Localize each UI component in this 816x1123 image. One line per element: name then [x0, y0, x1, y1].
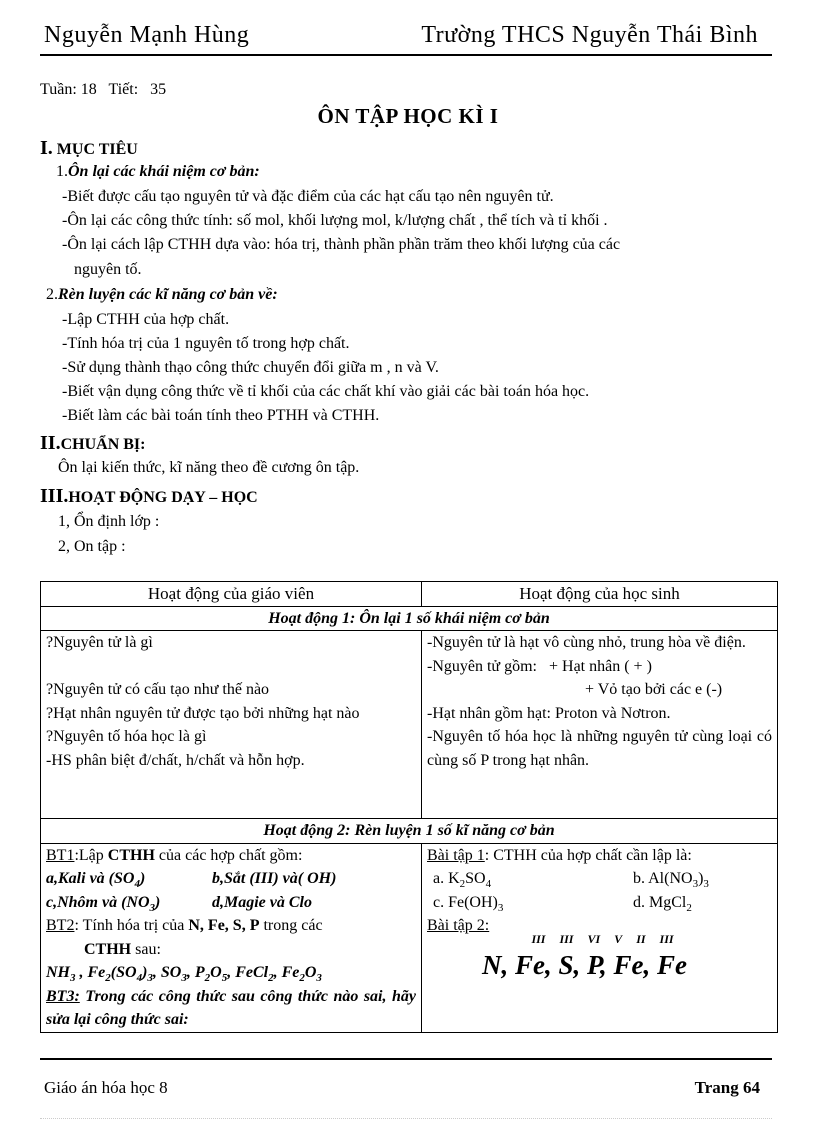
activity1-student-cell [422, 631, 778, 819]
section3-title: HOẠT ĐỘNG DẠY – HỌC [68, 489, 258, 506]
activity2-row [41, 819, 778, 844]
section2-text: Ôn lại kiến thức, kĩ năng theo đề cương ôn tập. [58, 459, 360, 476]
sub1-item: -Biết được cấu tạo nguyên tử và đặc điểm của các hạt cấu tạo nên nguyên tử. [62, 188, 554, 205]
activity1-teacher-cell [41, 631, 422, 819]
a1-teacher-line: -HS phân biệt đ/chất, h/chất và hỗn hợp. [46, 751, 305, 769]
valence-fe2: II [636, 931, 646, 946]
activity2-student-cell [422, 843, 778, 1032]
a1-student-line: -Nguyên tử là hạt vô cùng nhỏ, trung hòa về điện. [427, 634, 746, 651]
sub2-item: -Lập CTHH của hợp chất. [62, 311, 230, 328]
ans1-b: b. $Al(NO_3)_3$ [633, 870, 709, 891]
section2-roman: II. [40, 432, 61, 454]
bt1-text: :Lập [74, 846, 108, 864]
bt2-cthh: CTHH [84, 940, 132, 958]
valence-n: III [531, 931, 546, 946]
table-header-row [41, 582, 778, 607]
ans1-line [427, 844, 772, 868]
bt2-label: BT2 [46, 917, 75, 934]
activity2-title: Hoạt động 2: Rèn luyện 1 số kĩ năng cơ bản [41, 819, 778, 844]
sub2-item: -Biết làm các bài toán tính theo PTHH và CTHH. [62, 407, 380, 424]
section3-heading [40, 486, 258, 508]
valence-fe1: III [559, 931, 574, 946]
footer-subject: Giáo án hóa học 8 [44, 1078, 168, 1097]
bt1-a: a,Kali và $(SO_4)$ [46, 870, 146, 891]
a1-student-line: -Nguyên tố hóa học là những nguyên tử cùng loại có cùng số P trong hạt nhân. [427, 728, 772, 769]
bt1-b: b,Sắt (III) và( OH) [212, 870, 337, 887]
bt3-label: BT3: [46, 987, 80, 1005]
ans1-c: c. $Fe(OH)_3$ [433, 893, 504, 914]
week-period [40, 80, 166, 100]
ans1-a: a. $K_2SO_4$ [433, 870, 492, 891]
col-student-header: Hoạt động của học sinh [422, 582, 778, 607]
section1-sub2 [46, 285, 278, 305]
section1-sub1 [56, 162, 260, 182]
bt2-line2 [46, 938, 416, 962]
ans1-d: d. MgCl$_2$ [633, 893, 692, 914]
period-value: 35 [150, 81, 167, 98]
bt2-line [46, 914, 416, 938]
ans1-text: : CTHH của hợp chất cần lập là: [484, 846, 692, 864]
a1-student-line: -Nguyên tử gồm: + Hạt nhân ( + ) [427, 657, 652, 675]
footer-divider [40, 1058, 772, 1060]
footer-page: Trang 64 [694, 1078, 760, 1097]
sub1-title: Ôn lại các khái niệm cơ bản: [68, 163, 260, 180]
bt2-elements: N, Fe, S, P [188, 917, 260, 934]
a1-teacher-line: ?Nguyên tố hóa học là gì [46, 728, 207, 745]
a1-student-line: -Hạt nhân gồm hạt: Proton và Nơtron. [427, 704, 671, 722]
sub2-item: -Tính hóa trị của 1 nguyên tố trong hợp chất. [62, 335, 350, 352]
valence-s: VI [587, 931, 601, 946]
a1-teacher-line: ?Nguyên tử có cấu tạo như thế nào [46, 681, 270, 698]
activity1-row [41, 606, 778, 631]
bt1-d: d,Magie và Clo [212, 893, 312, 911]
sub1-item: -Ôn lại các công thức tính: số mol, khối lượng mol, k/lượng chất , thể tích và tỉ khối . [62, 212, 608, 229]
bt3-text: Trong các công thức sau công thức nào sai, hãy sửa lại công thức sai: [46, 987, 416, 1028]
sub1-item: -Ôn lại cách lập CTHH dựa vào: hóa trị, thành phần phần trăm theo khối lượng của các [62, 236, 621, 253]
ans1-label: Bài tập 1 [427, 846, 485, 864]
sub1-num: 1. [56, 163, 68, 180]
bt1-line [46, 844, 416, 868]
bt1-cthh: CTHH [107, 846, 155, 864]
ans1-ab [427, 867, 772, 891]
section1-roman: I. [40, 137, 53, 159]
period-label: Tiết: [108, 81, 139, 98]
section1-heading [40, 138, 138, 160]
header-author: Nguyễn Mạnh Hùng [44, 22, 250, 48]
sub1-item: nguyên tố. [74, 261, 142, 278]
activities-table [40, 581, 778, 1033]
valence-p: V [614, 931, 623, 946]
a1-teacher-line: ?Hạt nhân nguyên tử được tạo bởi những hạt nào [46, 704, 360, 722]
sub2-num: 2. [46, 286, 58, 303]
bt2-text: trong các [259, 917, 323, 934]
activity2-teacher-cell [41, 843, 422, 1032]
bt2-text: : Tính hóa trị của [74, 917, 189, 934]
valence-formula: N, Fe, S, P, Fe, Fe [481, 950, 687, 980]
bt2-formulas: $NH_3$ , $Fe_2(SO_4)_3$, $SO_3$, $P_2O_5$, FeCl$_2$, $Fe_2O_3$ [46, 964, 322, 985]
a1-student-line: + Vỏ tạo bởi các e (-) [585, 681, 723, 698]
page-bottom-rule [40, 1118, 772, 1119]
bt1-c: c,Nhôm và $(NO_3)$ [46, 893, 161, 914]
sub2-item: -Biết vận dụng công thức về tỉ khối của các chất khí vào giải các bài toán hóa học. [62, 383, 590, 400]
ans1-cd [427, 891, 772, 915]
bt3-line [46, 985, 416, 1032]
sub2-title: Rèn luyện các kĩ năng cơ bản về: [58, 286, 278, 303]
bt1-cd-line [46, 891, 416, 915]
section3-roman: III. [40, 485, 69, 507]
section3-item: 1, Ổn định lớp : [58, 513, 160, 530]
a1-teacher-line: ?Nguyên tử là gì [46, 634, 153, 651]
sub2-item: -Sử dụng thành thạo công thức chuyển đổi giữa m , n và V. [62, 359, 439, 376]
section3-item: 2, On tập : [58, 538, 126, 555]
activity1-content-row [41, 631, 778, 819]
bt2-text: sau: [131, 940, 161, 958]
page-title: ÔN TẬP HỌC KÌ I [317, 104, 499, 128]
a1-teacher-spacer [46, 655, 416, 679]
section2-title: CHUẨN BỊ: [60, 436, 146, 453]
bt1-text: của các hợp chất gồm: [154, 846, 303, 864]
week-label: Tuần: 18 [40, 81, 97, 98]
bt1-label: BT1 [46, 846, 75, 864]
activity1-title: Hoạt động 1: Ôn lại 1 số khái niệm cơ bản [41, 606, 778, 631]
section2-heading [40, 433, 145, 455]
section1-title: MỤC TIÊU [56, 141, 138, 158]
header-divider [40, 54, 772, 56]
col-teacher-header: Hoạt động của giáo viên [41, 582, 422, 607]
bt1-ab-line [46, 867, 416, 891]
header-school: Trường THCS Nguyễn Thái Bình [421, 22, 758, 48]
activity2-content-row [41, 843, 778, 1032]
valence-fe3: III [659, 931, 674, 946]
ans2-label: Bài tập 2: [427, 917, 490, 934]
